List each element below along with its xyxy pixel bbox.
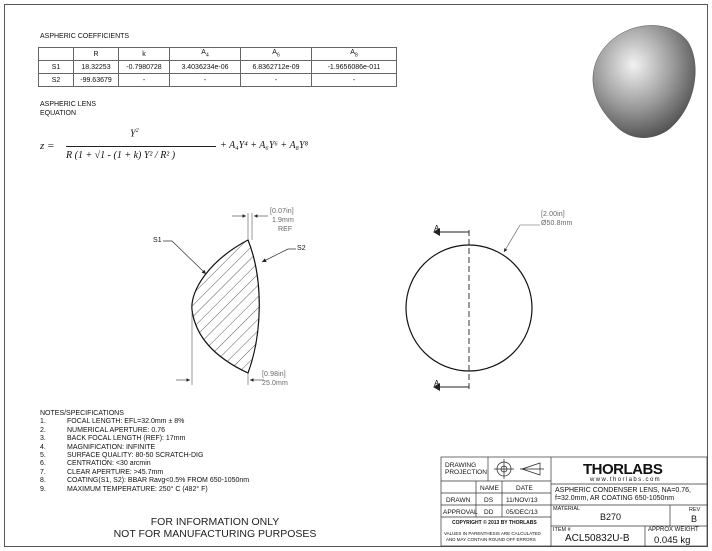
notes-title: NOTES/SPECIFICATIONS [40,410,124,417]
coefficients-title: ASPHERIC COEFFICIENTS [40,33,130,40]
table-cell: -0.7980728 [119,61,170,74]
list-item: 1. FOCAL LENGTH: EFL=32.0mm ± 8% [40,418,185,426]
list-item: 2. NUMERICAL APERTURE: 0.76 [40,426,166,434]
table-cell: R [74,48,119,61]
table-cell: $A_4$ [170,48,241,61]
table-cell: S1 [39,61,74,74]
list-item: 3. BACK FOCAL LENGTH (REF): 17mm [40,435,186,443]
table-cell: 3.4036234e-06 [170,61,241,74]
drawing-projection-label-2: PROJECTION [445,469,487,476]
rev-value: B [691,514,698,524]
table-cell: - [241,74,312,87]
description-line-2: f=32.0mm, AR COATING 650-1050nm [555,495,675,502]
center-dim-in: [0.98in] [262,371,286,378]
material-value: B270 [600,512,622,522]
approval-label: APPROVAL [443,509,478,516]
item-value: ACL50832U-B [565,533,630,544]
values-note-1: VALUES IN PARENTHESIS ARE CALCULATED [444,531,541,536]
lens-cross-section [192,240,259,373]
drawn-date: 11/NOV/13 [506,497,538,504]
copyright: COPYRIGHT © 2013 BY THORLABS [452,520,537,526]
table-cell: k [119,48,170,61]
equation-numerator: $Y^2$ [130,128,139,140]
equation-tail: + A₄Y⁴ + A₆Y⁶ + A₈Y⁸ [220,140,309,151]
table-cell: -1.9656086e-011 [312,61,397,74]
table-cell: -99.63679 [74,74,119,87]
section-label-top: A [434,224,440,233]
list-item: 6. CENTRATION: <30 arcmin [40,460,151,468]
equation-denominator: R (1 + √1 - (1 + k) Y² / R² ) [66,150,176,161]
table-cell: - [312,74,397,87]
diameter-mm: Ø50.8mm [541,220,573,227]
weight-label: APPROX WEIGHT [648,527,699,533]
list-item: 9. MAXIMUM TEMPERATURE: 250° C (482° F) [40,485,208,493]
diameter-in: [2.00in] [541,211,565,218]
s1-label: S1 [153,237,162,244]
equation-lhs: z = [40,140,55,152]
approval-date: 05/DEC/13 [506,509,538,516]
table-cell: $A_8$ [312,48,397,61]
date-header: DATE [516,485,533,492]
table-cell: S2 [39,74,74,87]
lens-3d-icon [593,25,695,137]
rev-label: REV [689,507,701,513]
center-dim-mm: 25.0mm [262,380,288,387]
list-item: 8. COATING(S1, S2): BBAR Ravg<0.5% FROM 650-1050nm [40,477,250,485]
item-label: ITEM # [553,527,571,533]
table-cell: $A_6$ [241,48,312,61]
notes-specifications [40,410,249,494]
drawing-projection-label: DRAWING [445,462,477,469]
edge-dim-mm: 1.9mm [272,217,294,224]
projection-symbol-icon [494,459,544,479]
values-note-2: AND MAY CONTAIN ROUND OFF ERRORS [446,537,536,542]
s2-label: S2 [297,245,306,252]
table-cell: - [170,74,241,87]
website: www.thorlabs.com [590,477,662,483]
equation-title-2: EQUATION [40,110,77,117]
list-item: 5. SURFACE QUALITY: 80-50 SCRATCH-DIG [40,452,204,460]
approval-name: DD [484,509,494,516]
drawn-name: DS [484,497,494,504]
edge-dim-ref: REF [278,226,293,233]
drawn-label: DRAWN [446,497,471,504]
thorlabs-logo: THORLABS [583,461,663,478]
table-cell: 6.8362712e-09 [241,61,312,74]
description-line-1: ASPHERIC CONDENSER LENS, NA=0.76, [555,487,691,494]
equation-title-1: ASPHERIC LENS [40,101,97,108]
table-cell: 18.32253 [74,61,119,74]
list-item: 4. MAGNIFICATION: INFINITE [40,443,156,451]
disclaimer: FOR INFORMATION ONLY NOT FOR MANUFACTURING PURPOSES [113,516,317,540]
weight-value: 0.045 kg [654,535,691,546]
table-cell: - [119,74,170,87]
section-label-bottom: A [434,379,440,388]
name-header: NAME [480,485,499,492]
list-item: 7. CLEAR APERTURE: >45.7mm [40,468,164,476]
edge-dim-in: [0.07in] [270,208,294,215]
material-label: MATERIAL [553,506,581,512]
